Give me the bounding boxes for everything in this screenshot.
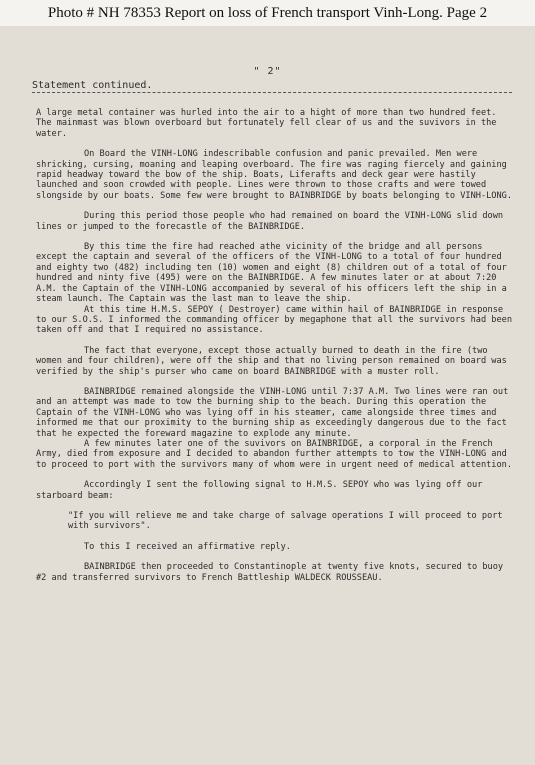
paragraph: By this time the fire had reached athe vicinity of the bridge and all persons except the captain and several of the officers of the VINH-LONG to a total of four hundred and eighty two (482) including ten (10) women and eight (8) children out of a total of four hundred and ninty five (495) were on the BAINBRIDGE. A few minutes later or at about 7:20 A.M. the Captain of the VINH-LONG accompanied by several of his officers left the ship in a steam launch. The Captain was the last man to leave the ship.	[36, 242, 513, 305]
dashed-separator	[32, 92, 512, 93]
paragraph: A large metal container was hurled into the air to a hight of more than two hundred feet. The mainmast was blown overboard but fortunately fell clear of us and the suvivors in the water.	[36, 108, 502, 139]
document-page	[0, 26, 535, 765]
statement-continued-label: Statement continued.	[32, 80, 153, 91]
paragraph: At this time H.M.S. SEPOY ( Destroyer) came within hail of BAINBRIDGE in response to our S.O.S. I informed the commanding officer by megaphone that all the survivors had been taken off and that I required no assistance.	[36, 304, 518, 336]
page-number: " 2"	[253, 66, 282, 77]
paragraph: BAINBRIDGE then proceeded to Constantinople at twenty five knots, secured to buoy #2 and transferred survivors to French Battleship WALDECK ROUSSEAU.	[36, 562, 509, 583]
document-body	[36, 108, 516, 593]
paragraph: During this period those people who had remained on board the VINH-LONG slid down lines or jumped to the forecastle of the BAINBRIDGE.	[36, 211, 509, 232]
paragraph: To this I received an affirmative reply.	[84, 541, 291, 552]
paragraph: BAINBRIDGE remained alongside the VINH-LONG until 7:37 A.M. Two lines were ran out and an attempt was made to tow the burning ship to the beach. During this operation the Captain of the VINH-LONG who was lying off in his steamer, came alongside three times and informed me that our proximity to the burning ship as exceedingly dangerous due to the fact that he expected the foreward magazine to explode any minute.	[36, 386, 514, 439]
paragraph: On Board the VINH-LONG indescribable confusion and panic prevailed. Men were shricking, cursing, moaning and leaping overboard. The fire was raging fiercely and gaining rapid headway toward the bow of the ship. Boats, Liferafts and deck gear were hastily launched and soon crowded with people. Lines were thrown to those crafts and were towed slongside by our boats. Some few were brought to BAINBRIDGE by boats belonging to VINH-LONG.	[36, 149, 513, 201]
paragraph: Accordingly I sent the following signal to H.M.S. SEPOY who was lying off our starboard beam:	[36, 480, 488, 501]
paragraph: A few minutes later one of the suvivors on BAINBRIDGE, a corporal in the French Army, died from exposure and I decided to abandon further attempts to tow the VINH-LONG and to proceed to port with the survivors many of whom were in urgent need of medical attention.	[36, 438, 513, 470]
photo-caption-header: Photo # NH 78353 Report on loss of French transport Vinh-Long. Page 2	[0, 0, 535, 26]
signal-quote: "If you will relieve me and take charge of salvage operations I will proceed to port with survivors".	[68, 511, 508, 532]
paragraph: The fact that everyone, except those actually burned to death in the fire (two women and four children), were off the ship and that no living person remained on board was verified by the ship's purser who came on board BAINBRIDGE with a muster roll.	[36, 345, 513, 377]
